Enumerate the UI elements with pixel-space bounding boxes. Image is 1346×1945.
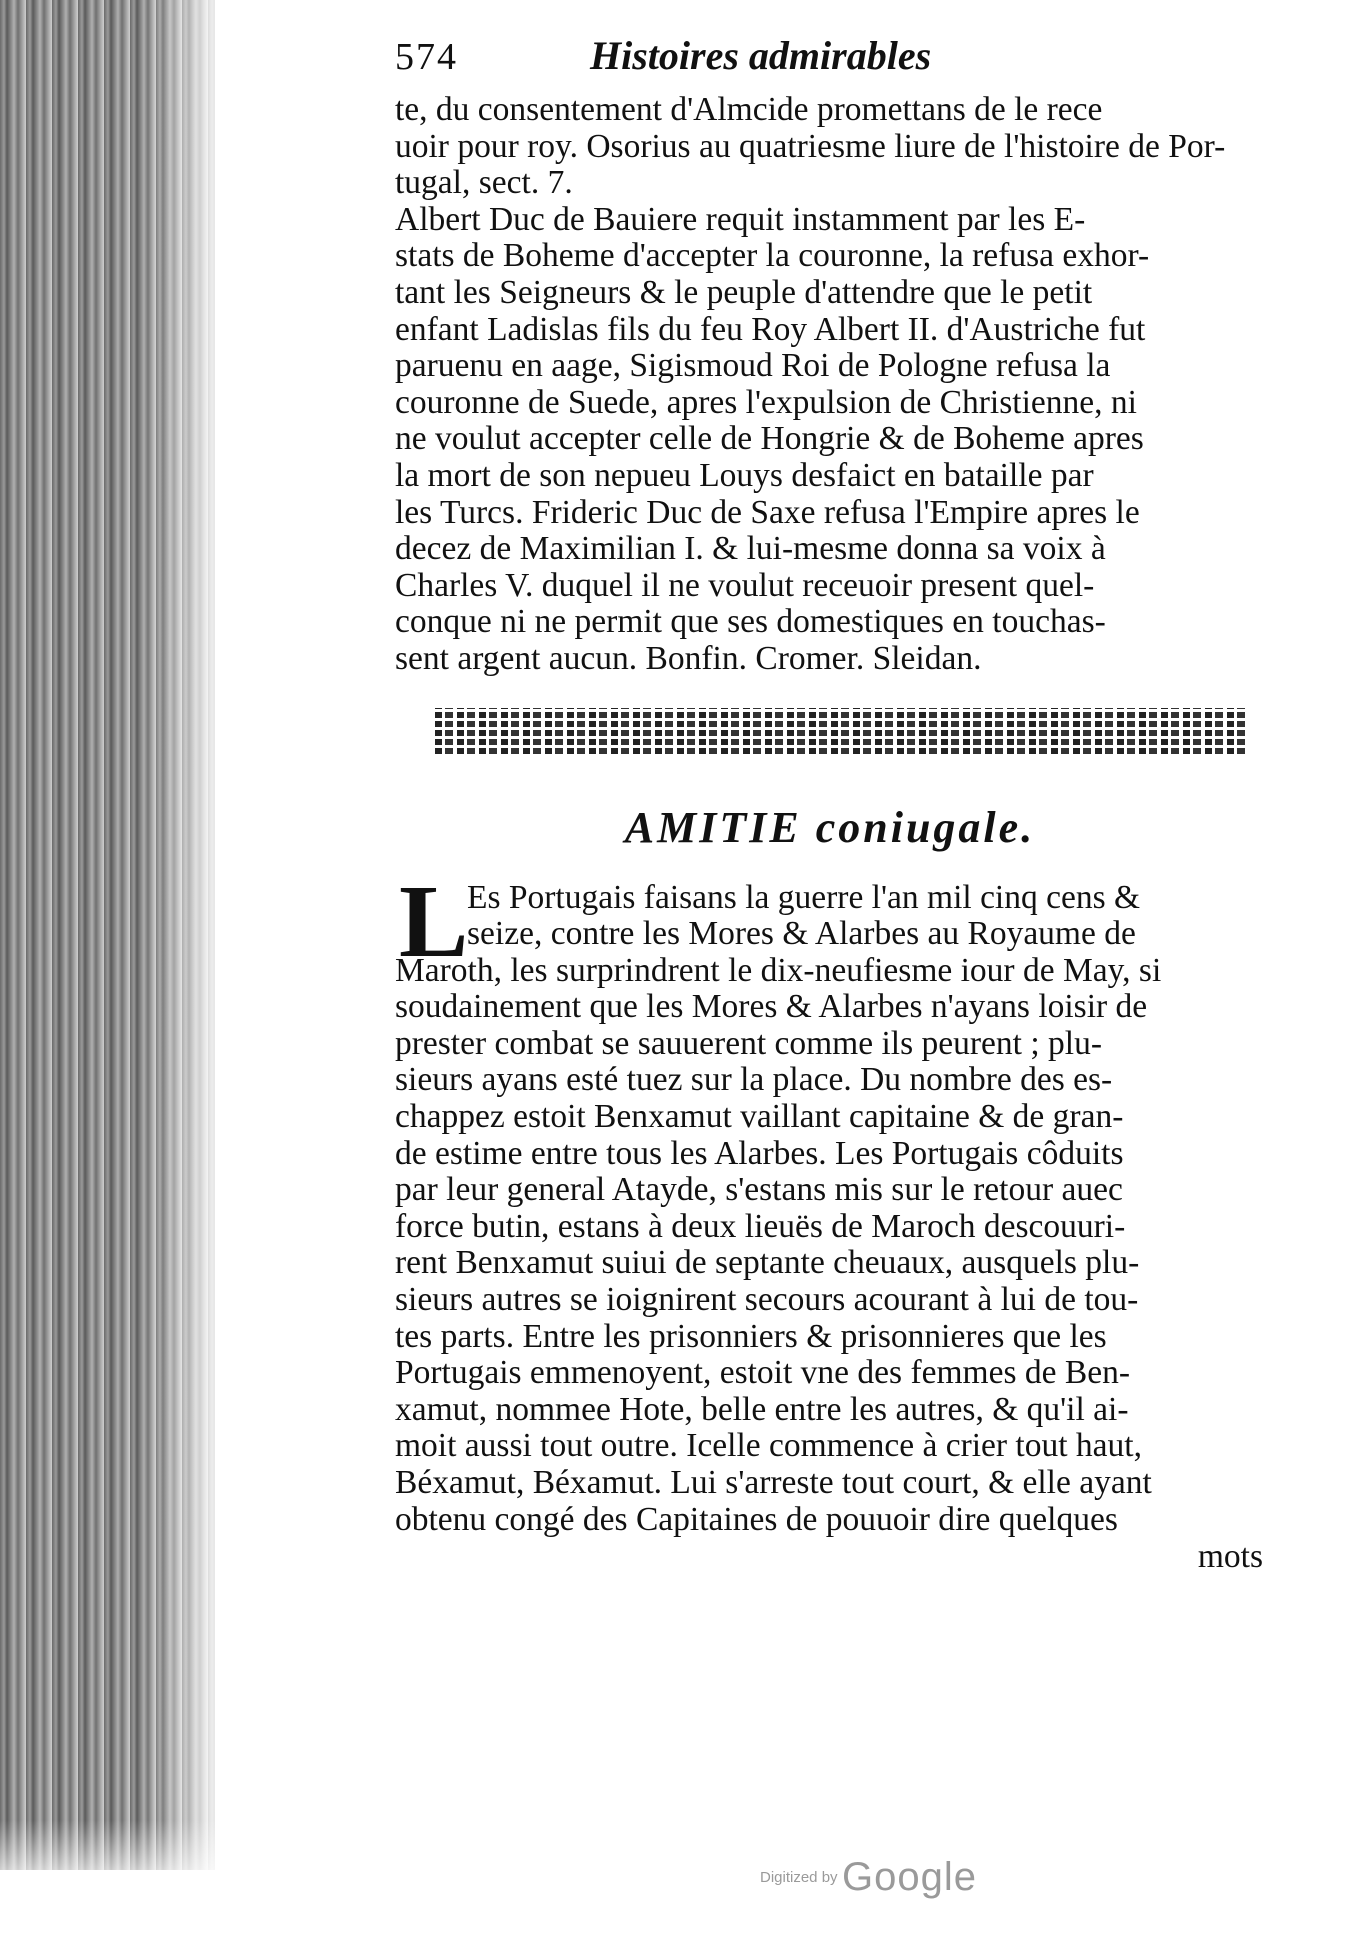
text-line: prester combat se sauuerent comme ils peurent ; plu- — [395, 1025, 1102, 1062]
text-line: soudainement que les Mores & Alarbes n'ayans loisir de — [395, 989, 1148, 1026]
text-line: de estime entre tous les Alarbes. Les Portugais côduits — [395, 1135, 1124, 1172]
text-line: sieurs autres se ioignirent secours acourant à lui de tou- — [395, 1282, 1139, 1319]
ornamental-divider — [395, 708, 1265, 784]
text-line: couronne de Suede, apres l'expulsion de Christienne, ni — [395, 384, 1137, 421]
text-line: force butin, estans à deux lieuës de Maroch descouuri- — [395, 1208, 1126, 1245]
paragraph-2 — [395, 863, 1265, 1539]
text-line: rent Benxamut suiui de septante cheuaux, ausquels plu- — [395, 1245, 1140, 1282]
text-line: tugal, sect. 7. — [395, 165, 573, 202]
book-page — [395, 32, 1265, 1574]
text-line: les Turcs. Frideric Duc de Saxe refusa l'Empire apres le — [395, 494, 1140, 531]
text-line: Albert Duc de Bauiere requit instamment par les E- — [395, 201, 1086, 238]
text-line: obtenu congé des Capitaines de pouuoir dire quelques — [395, 1501, 1118, 1538]
google-logo: Google — [842, 1855, 977, 1899]
running-title: Histoires admirables — [590, 33, 932, 78]
digitized-watermark — [760, 1855, 977, 1900]
text-line: decez de Maximilian I. & lui-mesme donna sa voix à — [395, 531, 1106, 568]
text-line: te, du consentement d'Almcide promettans de le rece — [395, 92, 1103, 128]
text-line: par leur general Atayde, s'estans mis sur le retour auec — [395, 1172, 1123, 1209]
text-line: conque ni ne permit que ses domestiques en touchas- — [395, 604, 1106, 641]
text-line: moit aussi tout outre. Icelle commence à crier tout haut, — [395, 1428, 1142, 1465]
text-line: sent argent aucun. Bonfin. Cromer. Sleidan. — [395, 640, 982, 677]
text-line: paruenu en aage, Sigismoud Roi de Pologne refusa la — [395, 348, 1111, 385]
text-line: xamut, nommee Hote, belle entre les autres, & qu'il ai- — [395, 1391, 1129, 1428]
catchword: mots — [1197, 1538, 1263, 1576]
ornament-band-icon — [435, 708, 1245, 754]
page-number: 574 — [395, 36, 458, 78]
text-line: enfant Ladislas fils du feu Roy Albert II. d'Austriche fut — [395, 311, 1146, 348]
binding-gutter — [0, 0, 215, 1870]
text-line: uoir pour roy. Osorius au quatriesme liure de l'histoire de Por- — [395, 128, 1226, 165]
text-line: tes parts. Entre les prisonniers & prisonnieres que les — [395, 1318, 1107, 1355]
text-line: sieurs ayans esté tuez sur la place. Du nombre des es- — [395, 1062, 1113, 1099]
text-line: stats de Boheme d'accepter la couronne, la refusa exhor- — [395, 238, 1150, 275]
watermark-prefix: Digitized by — [760, 1869, 838, 1886]
gutter-fade — [0, 1820, 215, 1945]
text-line: la mort de son nepueu Louys desfaict en bataille par — [395, 457, 1094, 494]
text-line: Charles V. duquel il ne voulut receuoir present quel- — [395, 567, 1095, 604]
text-line: seize, contre les Mores & Alarbes au Royaume de — [467, 916, 1136, 953]
drop-cap: L — [399, 863, 469, 979]
text-line: tant les Seigneurs & le peuple d'attendre que le petit — [395, 274, 1093, 311]
text-line: chappez estoit Benxamut vaillant capitaine & de gran- — [395, 1099, 1124, 1136]
text-line: Béxamut, Béxamut. Lui s'arreste tout court, & elle ayant — [395, 1465, 1152, 1501]
text-line: Maroth, les surprindrent le dix-neufiesme iour de May, si — [395, 952, 1162, 989]
paragraph-1 — [395, 92, 1265, 678]
section-heading: AMITIE coniugale. — [624, 802, 1036, 852]
page-header — [395, 32, 1265, 92]
text-line: ne voulut accepter celle de Hongrie & de Boheme apres — [395, 421, 1144, 458]
text-line: Portugais emmenoyent, estoit vne des femmes de Ben- — [395, 1355, 1130, 1392]
text-line: Es Portugais faisans la guerre l'an mil cinq cens & — [467, 879, 1141, 916]
